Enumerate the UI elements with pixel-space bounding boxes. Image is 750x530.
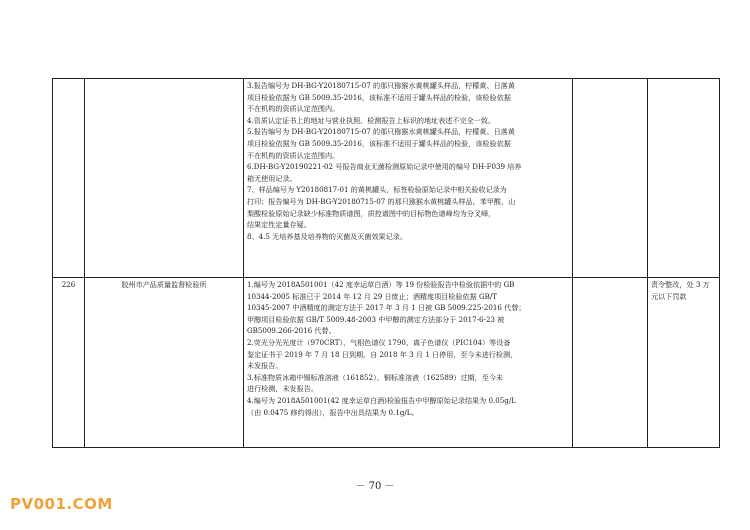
issue-line: 不在机构的资质认定范围内。 <box>247 104 340 114</box>
issue-line: 鉴定证书于 2019 年 7 月 18 日到期，自 2018 年 3 月 1 日停用，至今未进行检测， <box>247 349 518 359</box>
agency-cell: 胶州市产品质量监督检验所 <box>85 278 244 448</box>
issue-line: 进行检测，未发报告。 <box>247 384 318 394</box>
issue-line: 甲醇项目检验依据 GB/T 5009.48-2003 中甲醇的测定方法部分于 2017-6-23 被 <box>247 314 505 324</box>
issue-line: 4.资质认定证书上的地址与营业执照、检测报告上标识的地址表述不完全一致。 <box>247 115 495 125</box>
issue-line: 2.荧光分光光度计（970CRT）、气相色谱仪 1790、离子色谱仪（PIC104）等设备 <box>247 337 511 347</box>
issue-line: 10344-2005 标准已于 2014 年 12 月 29 日废止；酒精度项目检验依据 GB/T <box>247 291 497 301</box>
issue-line: 项目检验依据为 GB 5009.35-2016，该标准不适用于罐头样品的检验，该检验依据 <box>247 138 511 148</box>
penalty-cell <box>648 79 720 278</box>
empty-cell <box>573 79 648 278</box>
issue-line: 结果定性定量存疑。 <box>247 220 311 230</box>
page-number: － 70 － <box>355 481 395 492</box>
table-row <box>53 79 720 278</box>
empty-cell <box>573 278 648 448</box>
agency-cell <box>85 79 244 278</box>
issue-line: 8、4.5 无培养基及培养物的灭菌及灭菌效果记录。 <box>247 231 407 241</box>
inspection-table <box>52 78 720 448</box>
issue-line: 10345-2007 中酒精度的测定方法于 2017 年 3 月 1 日被 GB 5009.225-2016 代替； <box>247 303 526 313</box>
issue-line: GB5009.266-2016 代替。 <box>247 326 336 336</box>
issue-line: 不在机构的资质认定范围内。 <box>247 150 340 160</box>
issue-line: 未发报告。 <box>247 361 283 371</box>
penalty-cell: 责令整改，处 3 万元以下罚款 <box>648 278 720 448</box>
table-row <box>53 278 720 448</box>
issue-line: 箱无使用记录。 <box>247 173 297 183</box>
issue-line: （由 0.0475 修约得出），报告中出具结果为 0.1g/L。 <box>247 407 419 417</box>
issue-line: 3.标准物质冰箱中锡标准溶液（161852）、铜标准溶液（162589）过期，至今未 <box>247 372 504 382</box>
issue-line: 项目检验依据为 GB 5009.35-2016，该标准不适用于罐头样品的检验，该检验依据 <box>247 92 511 102</box>
issue-line: 7、样品编号为 Y20180817-01 的黄桃罐头，标签检验原始记录中相关验收记录为 <box>247 185 507 195</box>
issue-line: 5.报告编号为 DH-BG-Y20180715-07 的那只猕猴水黄桃罐头样品，柠檬黄、日落黄 <box>247 127 515 137</box>
issue-line: 3.报告编号为 DH-BG-Y20180715-07 的那只猕猴水黄桃罐头样品，柠檬黄、日落黄 <box>247 81 515 90</box>
issue-line: 1.编号为 2018A501001（42 度幸运草白酒）等 19 份检验报告中检验依据中的 GB <box>247 280 515 289</box>
issue-line: 梨酸检验原始记录缺少标准物质谱图，质控谱图中的目标物色谱峰均为分叉峰， <box>247 208 496 218</box>
issues-cell <box>244 79 573 278</box>
issues-cell <box>244 278 573 448</box>
issue-line: 6.DH-BG-Y20190221-02 号报告商业无菌检测原始记录中使用的编号 DH-F039 培养 <box>247 162 522 172</box>
row-number-cell <box>53 79 85 278</box>
row-number-cell: 226 <box>53 278 85 448</box>
watermark-logo: PV001.COM <box>10 495 113 513</box>
issue-line: 4.编号为 2018A501001(42 度幸运草白酒)检验报告中甲醇原始记录结果为 0.05g/L <box>247 395 516 405</box>
issue-line: 打印；报告编号为 DH-BG-Y20180715-07 的那只猕猴水黄桃罐头样品，苯甲酸、山 <box>247 196 516 206</box>
